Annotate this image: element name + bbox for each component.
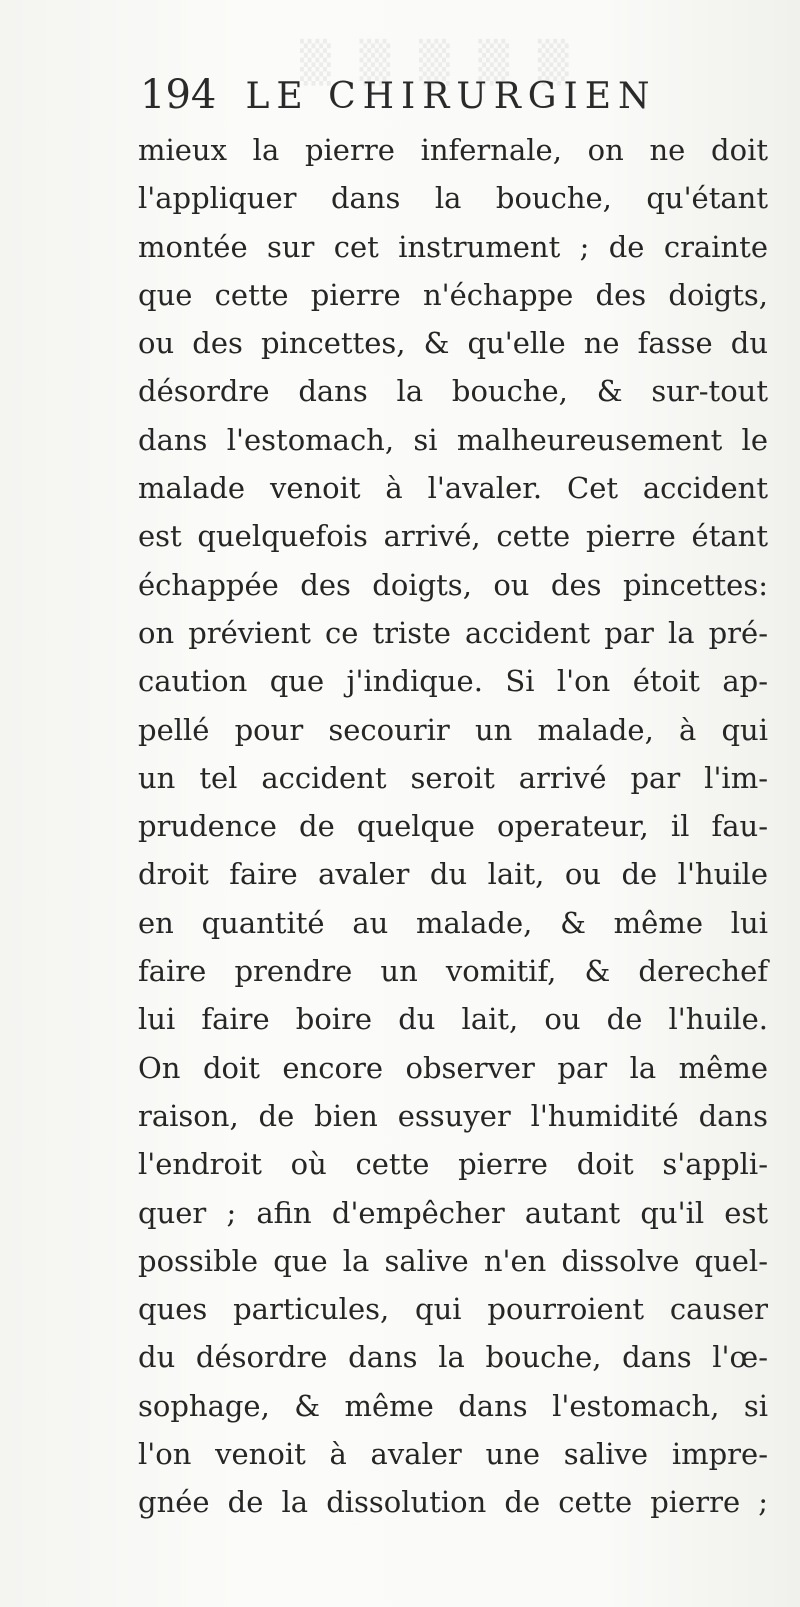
text-line: on prévient ce triste accident par la pré- [138,615,768,650]
text-line: faire prendre un vomitif, & derechef [138,954,768,989]
text-line: montée sur cet instrument ; de crainte [138,229,768,264]
running-title: LE CHIRURGIEN [245,76,657,117]
text-line: un tel accident seroit arrivé par l'im- [138,760,768,795]
text-line: raison, de bien essuyer l'humidité dans [138,1098,768,1133]
text-line: ou des pincettes, & qu'elle ne fasse du [138,326,768,361]
text-line: gnée de la dissolution de cette pierre ; [138,1485,768,1520]
text-line: échappée des doigts, ou des pincettes: [138,567,768,602]
text-line: malade venoit à l'avaler. Cet accident [138,471,768,506]
text-line: mieux la pierre infernale, on ne doit [138,133,768,167]
text-line: est quelquefois arrivé, cette pierre étant [138,519,768,554]
text-line: possible que la salive n'en dissolve quel- [138,1243,768,1278]
bleed-through-shadow: ▒ ▒ ▒ ▒ ▒ [300,40,577,86]
text-line: ques particules, qui pourroient causer [138,1292,768,1327]
page-number: 194 [140,72,217,118]
text-line: désordre dans la bouche, & sur-tout [138,374,768,409]
text-line: l'endroit où cette pierre doit s'appli- [138,1147,768,1182]
text-line: que cette pierre n'échappe des doigts, [138,277,768,312]
text-line: pellé pour secourir un malade, à qui [138,712,768,747]
text-line: prudence de quelque operateur, il fau- [138,809,768,844]
text-line: caution que j'indique. Si l'on étoit ap- [138,664,768,699]
page-header [140,72,657,118]
text-line: On doit encore observer par la même [138,1050,768,1085]
text-line: lui faire boire du lait, ou de l'huile. [138,1002,768,1037]
text-line: quer ; afin d'empêcher autant qu'il est [138,1195,768,1230]
text-line: l'appliquer dans la bouche, qu'étant [138,181,768,216]
text-line: dans l'estomach, si malheureusement le [138,422,768,457]
text-line: l'on venoit à avaler une salive impre- [138,1437,768,1472]
text-line: en quantité au malade, & même lui [138,905,768,940]
body-text [138,126,768,1527]
text-line: sophage, & même dans l'estomach, si [138,1388,768,1423]
text-line: du désordre dans la bouche, dans l'œ- [138,1340,768,1375]
text-line: droit faire avaler du lait, ou de l'huile [138,857,768,892]
